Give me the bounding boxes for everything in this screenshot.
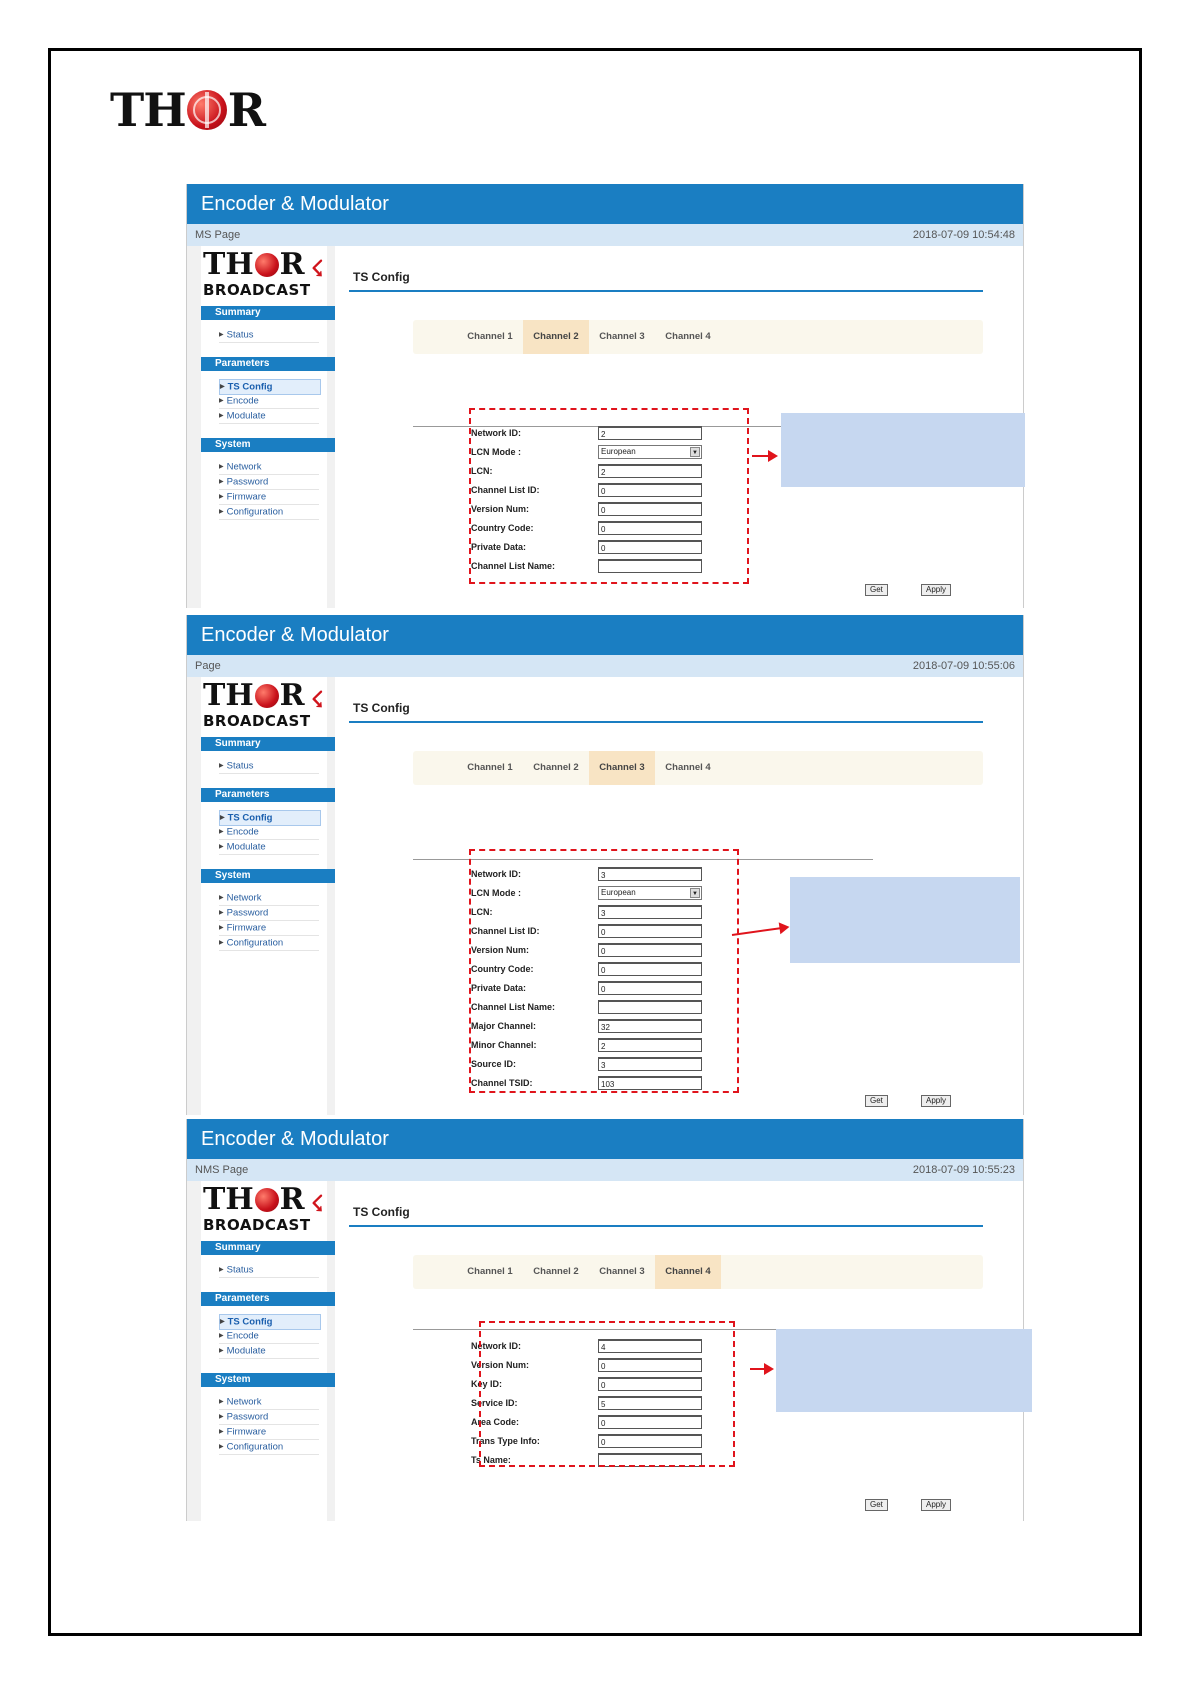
page-label: Page — [195, 660, 221, 672]
sidebar-item-modulate[interactable]: ▶ Modulate — [219, 409, 319, 424]
sidebar — [187, 246, 335, 608]
get-button[interactable]: Get — [865, 584, 888, 596]
field-label: Version Num: — [471, 1360, 530, 1370]
highlight-box — [469, 408, 749, 584]
lightning-icon: ☇ — [311, 687, 324, 712]
highlight-box — [479, 1321, 735, 1467]
brand-thor-left: TH — [203, 247, 254, 282]
field-label: Country Code: — [471, 964, 534, 974]
field-label: Key ID: — [471, 1379, 503, 1389]
brand-logo — [203, 678, 333, 733]
apply-button[interactable]: Apply — [921, 584, 951, 596]
get-button[interactable]: Get — [865, 1095, 888, 1107]
app-title: Encoder & Modulator — [187, 1119, 1023, 1159]
field-input[interactable]: 0 — [598, 962, 702, 976]
app-screen — [186, 1119, 1024, 1521]
brand-thor-right: R — [279, 678, 305, 713]
field-label: LCN: — [471, 907, 493, 917]
sidebar-section-summary: Summary — [201, 1241, 335, 1255]
sidebar-item-configuration[interactable]: ▶ Configuration — [219, 936, 319, 951]
status-bar — [187, 655, 1023, 677]
status-bar — [187, 1159, 1023, 1181]
tab-channel-2[interactable]: Channel 2 — [533, 762, 579, 773]
field-input[interactable]: 2 — [598, 464, 702, 478]
page-title: TS Config — [353, 1205, 410, 1219]
sidebar-item-firmware[interactable]: ▶ Firmware — [219, 1425, 319, 1440]
sidebar-item-encode[interactable]: ▶ Encode — [219, 825, 319, 840]
sidebar-item-password[interactable]: ▶ Password — [219, 906, 319, 921]
sidebar-item-encode[interactable]: ▶ Encode — [219, 394, 319, 409]
app-title: Encoder & Modulator — [187, 184, 1023, 224]
tab-channel-1[interactable]: Channel 1 — [467, 331, 513, 342]
note-box-2 — [790, 877, 1020, 963]
thor-logo — [110, 83, 265, 137]
brand-thor-right: R — [279, 247, 305, 282]
sidebar-item-ts-config[interactable]: ▶ TS Config — [219, 810, 321, 826]
field-label: Ts Name: — [471, 1455, 511, 1465]
channel-tabs — [413, 1255, 983, 1289]
tab-channel-1[interactable]: Channel 1 — [467, 1266, 513, 1277]
field-input[interactable]: 0 — [598, 502, 702, 516]
tab-channel-4[interactable]: Channel 4 — [655, 1255, 721, 1289]
sidebar-item-firmware[interactable]: ▶ Firmware — [219, 921, 319, 936]
field-label: Private Data: — [471, 983, 527, 993]
field-label: Channel TSID: — [471, 1078, 533, 1088]
tab-channel-3[interactable]: Channel 3 — [599, 1266, 645, 1277]
sidebar-item-password[interactable]: ▶ Password — [219, 1410, 319, 1425]
logo-text-left: TH — [110, 83, 186, 137]
field-label: Channel List Name: — [471, 1002, 556, 1012]
brand-thor-left: TH — [203, 1182, 254, 1217]
brand-thor-left: TH — [203, 678, 254, 713]
sidebar-item-ts-config[interactable]: ▶ TS Config — [219, 1314, 321, 1330]
note-box-1 — [781, 413, 1025, 487]
field-input[interactable]: 5 — [598, 1396, 702, 1410]
page-label: MS Page — [195, 229, 241, 241]
field-input[interactable]: 3 — [598, 905, 702, 919]
field-input[interactable]: 0 — [598, 1434, 702, 1448]
sidebar-item-modulate[interactable]: ▶ Modulate — [219, 840, 319, 855]
field-input[interactable]: 0 — [598, 1415, 702, 1429]
highlight-box — [469, 849, 739, 1093]
globe-icon — [255, 684, 279, 708]
title-divider — [349, 290, 983, 292]
arrow-icon — [752, 455, 776, 457]
field-label: Trans Type Info: — [471, 1436, 540, 1446]
field-label: Network ID: — [471, 428, 522, 438]
sidebar-item-password[interactable]: ▶ Password — [219, 475, 319, 490]
globe-icon — [255, 1188, 279, 1212]
field-input[interactable]: 0 — [598, 924, 702, 938]
channel-tabs — [413, 751, 983, 785]
sidebar-item-configuration[interactable]: ▶ Configuration — [219, 505, 319, 520]
apply-button[interactable]: Apply — [921, 1499, 951, 1511]
logo-text-right: R — [227, 83, 265, 137]
field-label: Major Channel: — [471, 1021, 537, 1031]
field-input[interactable]: 2 — [598, 426, 702, 440]
sidebar-item-encode[interactable]: ▶ Encode — [219, 1329, 319, 1344]
tab-channel-4[interactable]: Channel 4 — [665, 331, 711, 342]
app-screen — [186, 615, 1024, 1115]
field-input[interactable]: 0 — [598, 1358, 702, 1372]
field-label: Version Num: — [471, 504, 530, 514]
brand-broadcast: BROADCAST — [203, 1216, 311, 1234]
globe-icon — [255, 253, 279, 277]
field-label: Source ID: — [471, 1059, 517, 1069]
sidebar-section-summary: Summary — [201, 306, 335, 320]
lightning-icon: ☇ — [311, 256, 324, 281]
title-divider — [349, 1225, 983, 1227]
lightning-icon: ☇ — [311, 1191, 324, 1216]
brand-thor-right: R — [279, 1182, 305, 1217]
title-divider — [349, 721, 983, 723]
field-input[interactable]: 3 — [598, 867, 702, 881]
field-label: LCN Mode : — [471, 447, 521, 457]
tab-channel-3[interactable]: Channel 3 — [599, 331, 645, 342]
lcn-mode-select[interactable]: European ▼ — [598, 886, 702, 900]
brand-broadcast: BROADCAST — [203, 712, 311, 730]
sidebar-item-firmware[interactable]: ▶ Firmware — [219, 490, 319, 505]
sidebar-item-network[interactable]: ▶ Network — [219, 891, 319, 906]
sidebar-item-ts-config[interactable]: ▶ TS Config — [219, 379, 321, 395]
tab-channel-3[interactable]: Channel 3 — [589, 751, 655, 785]
app-title: Encoder & Modulator — [187, 615, 1023, 655]
field-label: Channel List Name: — [471, 561, 556, 571]
field-label: Network ID: — [471, 1341, 522, 1351]
tab-channel-2[interactable]: Channel 2 — [533, 1266, 579, 1277]
tab-channel-4[interactable]: Channel 4 — [665, 762, 711, 773]
brand-logo — [203, 1182, 333, 1237]
sidebar-item-status[interactable]: ▶ Status — [219, 1263, 319, 1278]
field-input[interactable]: 0 — [598, 483, 702, 497]
app-screen — [186, 184, 1024, 608]
field-input[interactable]: 2 — [598, 1038, 702, 1052]
sidebar-section-system: System — [201, 869, 335, 883]
globe-icon — [187, 90, 227, 130]
field-label: Area Code: — [471, 1417, 520, 1427]
field-input[interactable]: 0 — [598, 943, 702, 957]
apply-button[interactable]: Apply — [921, 1095, 951, 1107]
page-title: TS Config — [353, 701, 410, 715]
sidebar-section-system: System — [201, 1373, 335, 1387]
field-input[interactable]: 4 — [598, 1339, 702, 1353]
sidebar-item-status[interactable]: ▶ Status — [219, 328, 319, 343]
sidebar-section-parameters: Parameters — [201, 357, 335, 371]
field-input[interactable]: 103 — [598, 1076, 702, 1090]
sidebar-section-system: System — [201, 438, 335, 452]
sidebar-item-configuration[interactable]: ▶ Configuration — [219, 1440, 319, 1455]
field-input[interactable]: 3 — [598, 1057, 702, 1071]
field-input[interactable]: 0 — [598, 521, 702, 535]
field-label: Service ID: — [471, 1398, 518, 1408]
lcn-mode-select[interactable]: European ▼ — [598, 445, 702, 459]
field-label: Country Code: — [471, 523, 534, 533]
field-label: Version Num: — [471, 945, 530, 955]
sidebar-item-network[interactable]: ▶ Network — [219, 1395, 319, 1410]
sidebar-item-network[interactable]: ▶ Network — [219, 460, 319, 475]
sidebar — [187, 1181, 335, 1521]
sidebar-item-status[interactable]: ▶ Status — [219, 759, 319, 774]
field-label: LCN Mode : — [471, 888, 521, 898]
field-label: Minor Channel: — [471, 1040, 537, 1050]
sidebar — [187, 677, 335, 1115]
field-label: LCN: — [471, 466, 493, 476]
status-bar — [187, 224, 1023, 246]
sidebar-section-parameters: Parameters — [201, 788, 335, 802]
field-label: Private Data: — [471, 542, 527, 552]
page-title: TS Config — [353, 270, 410, 284]
timestamp: 2018-07-09 10:55:23 — [912, 1164, 1015, 1176]
note-box-3 — [776, 1329, 1032, 1412]
field-input[interactable]: 0 — [598, 1377, 702, 1391]
field-label: Channel List ID: — [471, 926, 540, 936]
field-input[interactable]: 0 — [598, 540, 702, 554]
sidebar-item-modulate[interactable]: ▶ Modulate — [219, 1344, 319, 1359]
field-input[interactable]: 32 — [598, 1019, 702, 1033]
brand-broadcast: BROADCAST — [203, 281, 311, 299]
sidebar-section-summary: Summary — [201, 737, 335, 751]
page-label: NMS Page — [195, 1164, 249, 1176]
timestamp: 2018-07-09 10:54:48 — [912, 229, 1015, 241]
field-label: Network ID: — [471, 869, 522, 879]
brand-logo — [203, 247, 333, 302]
get-button[interactable]: Get — [865, 1499, 888, 1511]
tab-channel-1[interactable]: Channel 1 — [467, 762, 513, 773]
channel-tabs — [413, 320, 983, 354]
tab-channel-2[interactable]: Channel 2 — [523, 320, 589, 354]
field-input[interactable]: 0 — [598, 981, 702, 995]
timestamp: 2018-07-09 10:55:06 — [912, 660, 1015, 672]
arrow-icon — [750, 1368, 772, 1370]
field-label: Channel List ID: — [471, 485, 540, 495]
sidebar-section-parameters: Parameters — [201, 1292, 335, 1306]
